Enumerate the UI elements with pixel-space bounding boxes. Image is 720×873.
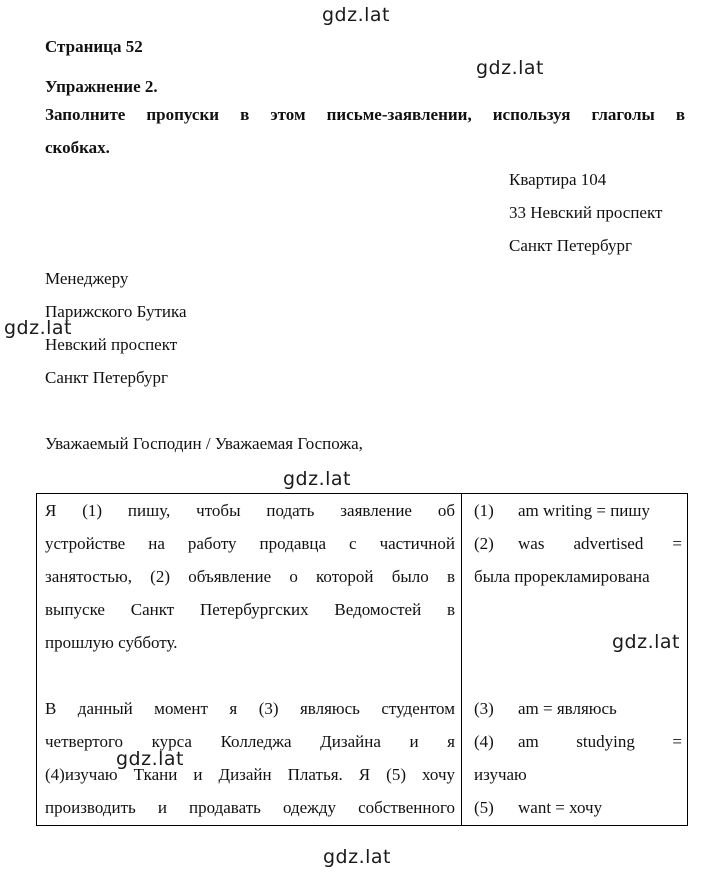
item-translation: am studying = [518, 732, 682, 751]
instruction [45, 98, 685, 164]
item-translation: была прорекламирована [474, 567, 650, 586]
recipient-address-line: Парижского Бутика [45, 302, 187, 321]
watermark-top: gdz.lat [322, 4, 391, 26]
translation-block-2 [474, 692, 682, 824]
table-divider [461, 494, 462, 825]
item-number: (5) [474, 798, 494, 817]
translation-row [474, 758, 682, 791]
item-translation: am writing = пишу [518, 501, 650, 520]
item-number: (1) [474, 501, 494, 520]
sender-address-line: Санкт Петербург [509, 236, 632, 255]
translation-block-1 [474, 494, 682, 593]
translation-row [474, 494, 682, 527]
translation-table [36, 493, 688, 826]
recipient-address-line: Невский проспект [45, 335, 178, 354]
watermark-table-right: gdz.lat [612, 631, 681, 653]
translation-row [474, 527, 682, 560]
letter-line: занятостью, (2) объявление о которой было в [45, 567, 455, 586]
instruction-line-1: Заполните пропуски в этом письме-заявлении, используя глаголы в [45, 105, 685, 124]
translation-row [474, 560, 682, 593]
item-number: (2) [474, 534, 494, 553]
item-translation: was advertised = [518, 534, 682, 553]
letter-line: Я (1) пишу, чтобы подать заявление об [45, 501, 455, 520]
recipient-address-line: Санкт Петербург [45, 368, 168, 387]
watermark-greeting: gdz.lat [283, 468, 352, 490]
watermark-bottom: gdz.lat [323, 846, 392, 868]
letter-paragraph-2 [45, 692, 455, 824]
item-translation: am = являюсь [518, 699, 617, 718]
sender-address-line: 33 Невский проспект [509, 203, 663, 222]
translation-row [474, 725, 682, 758]
letter-paragraph-1 [45, 494, 455, 659]
translation-row [474, 791, 682, 824]
letter-line: (4)изучаю Ткани и Дизайн Платья. Я (5) хочу [45, 765, 455, 784]
item-translation: изучаю [474, 765, 527, 784]
letter-line: прошлую субботу. [45, 633, 178, 652]
item-number: (4) [474, 732, 494, 751]
letter-line: производить и продавать одежду собственного [45, 798, 455, 817]
sender-address-line: Квартира 104 [509, 170, 607, 189]
greeting: Уважаемый Господин / Уважаемая Госпожа, [45, 434, 363, 453]
watermark-left: gdz.lat [4, 317, 73, 339]
watermark-header: gdz.lat [476, 57, 545, 79]
letter-line: устройстве на работу продавца с частичной [45, 534, 455, 553]
page-number: Страница 52 [45, 37, 143, 56]
letter-line: четвертого курса Колледжа Дизайна и я [45, 732, 455, 751]
letter-line: выпуске Санкт Петербургских Ведомостей в [45, 600, 455, 619]
item-number: (3) [474, 699, 494, 718]
instruction-line-2: скобках. [45, 138, 110, 157]
watermark-table-left: gdz.lat [116, 748, 185, 770]
recipient-address-line: Менеджеру [45, 269, 129, 288]
exercise-title: Упражнение 2. [45, 77, 158, 96]
translation-row [474, 692, 682, 725]
item-translation: want = хочу [518, 798, 603, 817]
letter-line: В данный момент я (3) являюсь студентом [45, 699, 455, 718]
